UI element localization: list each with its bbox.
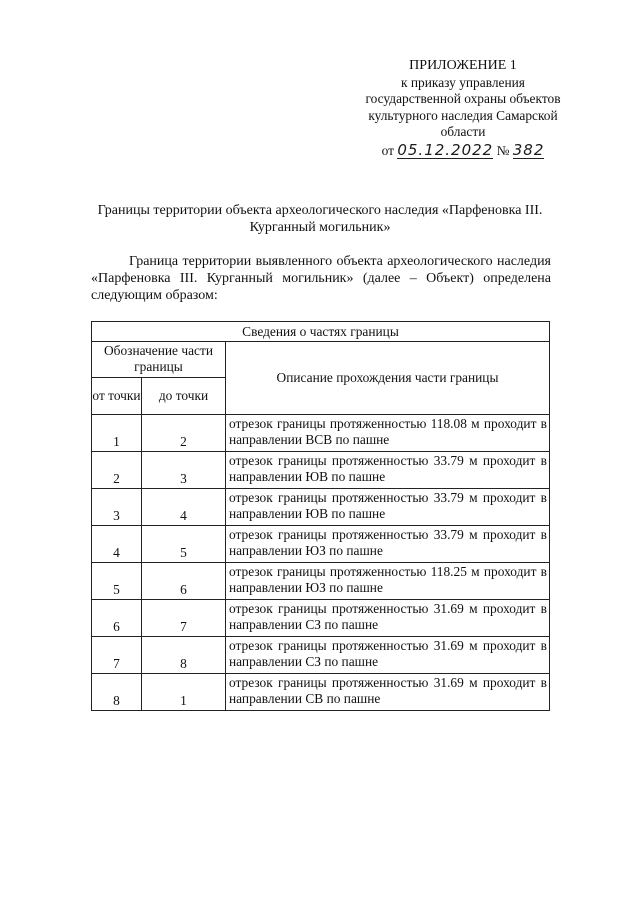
- segment-description: отрезок границы протяженностью 31.69 м проходит в направлении СЗ по пашне: [226, 600, 550, 637]
- handwritten-number: 382: [512, 140, 545, 159]
- order-date-line: [338, 142, 588, 160]
- appendix-block: [338, 58, 588, 160]
- appendix-line: культурного наследия Самарской: [368, 107, 558, 123]
- point-from: 4: [92, 526, 142, 563]
- appendix-line: к приказу управления: [401, 74, 525, 90]
- segment-description: отрезок границы протяженностью 118.08 м проходит в направлении ВСВ по пашне: [226, 415, 550, 452]
- table-row: [92, 600, 550, 637]
- table-row: [92, 563, 550, 600]
- date-prefix: от: [381, 142, 394, 158]
- point-to: 4: [142, 489, 226, 526]
- intro-paragraph: Граница территории выявленного объекта археологического наследия «Парфеновка III. Курганный могильник» (далее – Объект) определена следующим образом:: [91, 254, 551, 303]
- point-from: 6: [92, 600, 142, 637]
- segment-description: отрезок границы протяженностью 31.69 м проходит в направлении СЗ по пашне: [226, 637, 550, 674]
- number-prefix: №: [496, 142, 510, 158]
- point-to: 2: [142, 415, 226, 452]
- point-to: 5: [142, 526, 226, 563]
- appendix-line: государственной охраны объектов: [365, 91, 561, 107]
- point-to: 1: [142, 674, 226, 711]
- point-from: 8: [92, 674, 142, 711]
- appendix-line: области: [440, 124, 486, 140]
- header-designation: Обозначение части границы: [92, 342, 226, 378]
- point-from: 1: [92, 415, 142, 452]
- segment-description: отрезок границы протяженностью 33.79 м проходит в направлении ЮЗ по пашне: [226, 526, 550, 563]
- table-row: [92, 637, 550, 674]
- appendix-title: ПРИЛОЖЕНИЕ 1: [409, 58, 517, 73]
- handwritten-date: 05.12.2022: [397, 140, 494, 159]
- segment-description: отрезок границы протяженностью 33.79 м проходит в направлении ЮВ по пашне: [226, 452, 550, 489]
- point-from: 7: [92, 637, 142, 674]
- point-from: 2: [92, 452, 142, 489]
- header-to: до точки: [142, 378, 226, 415]
- point-from: 3: [92, 489, 142, 526]
- table-header-row: [92, 342, 550, 378]
- header-from: от точки: [92, 378, 142, 415]
- table-row: [92, 489, 550, 526]
- point-to: 3: [142, 452, 226, 489]
- header-main: Сведения о частях границы: [92, 322, 550, 342]
- segment-description: отрезок границы протяженностью 31.69 м проходит в направлении СВ по пашне: [226, 674, 550, 711]
- table-row: [92, 452, 550, 489]
- document-heading: Границы территории объекта археологического наследия «Парфеновка III. Курганный могильник»: [97, 203, 543, 235]
- point-to: 8: [142, 637, 226, 674]
- header-description: Описание прохождения части границы: [226, 342, 550, 415]
- table-row: [92, 526, 550, 563]
- point-from: 5: [92, 563, 142, 600]
- boundary-table: [91, 321, 550, 711]
- segment-description: отрезок границы протяженностью 118.25 м проходит в направлении ЮЗ по пашне: [226, 563, 550, 600]
- table-row: [92, 674, 550, 711]
- segment-description: отрезок границы протяженностью 33.79 м проходит в направлении ЮВ по пашне: [226, 489, 550, 526]
- table-header-row: [92, 322, 550, 342]
- table-row: [92, 415, 550, 452]
- point-to: 6: [142, 563, 226, 600]
- point-to: 7: [142, 600, 226, 637]
